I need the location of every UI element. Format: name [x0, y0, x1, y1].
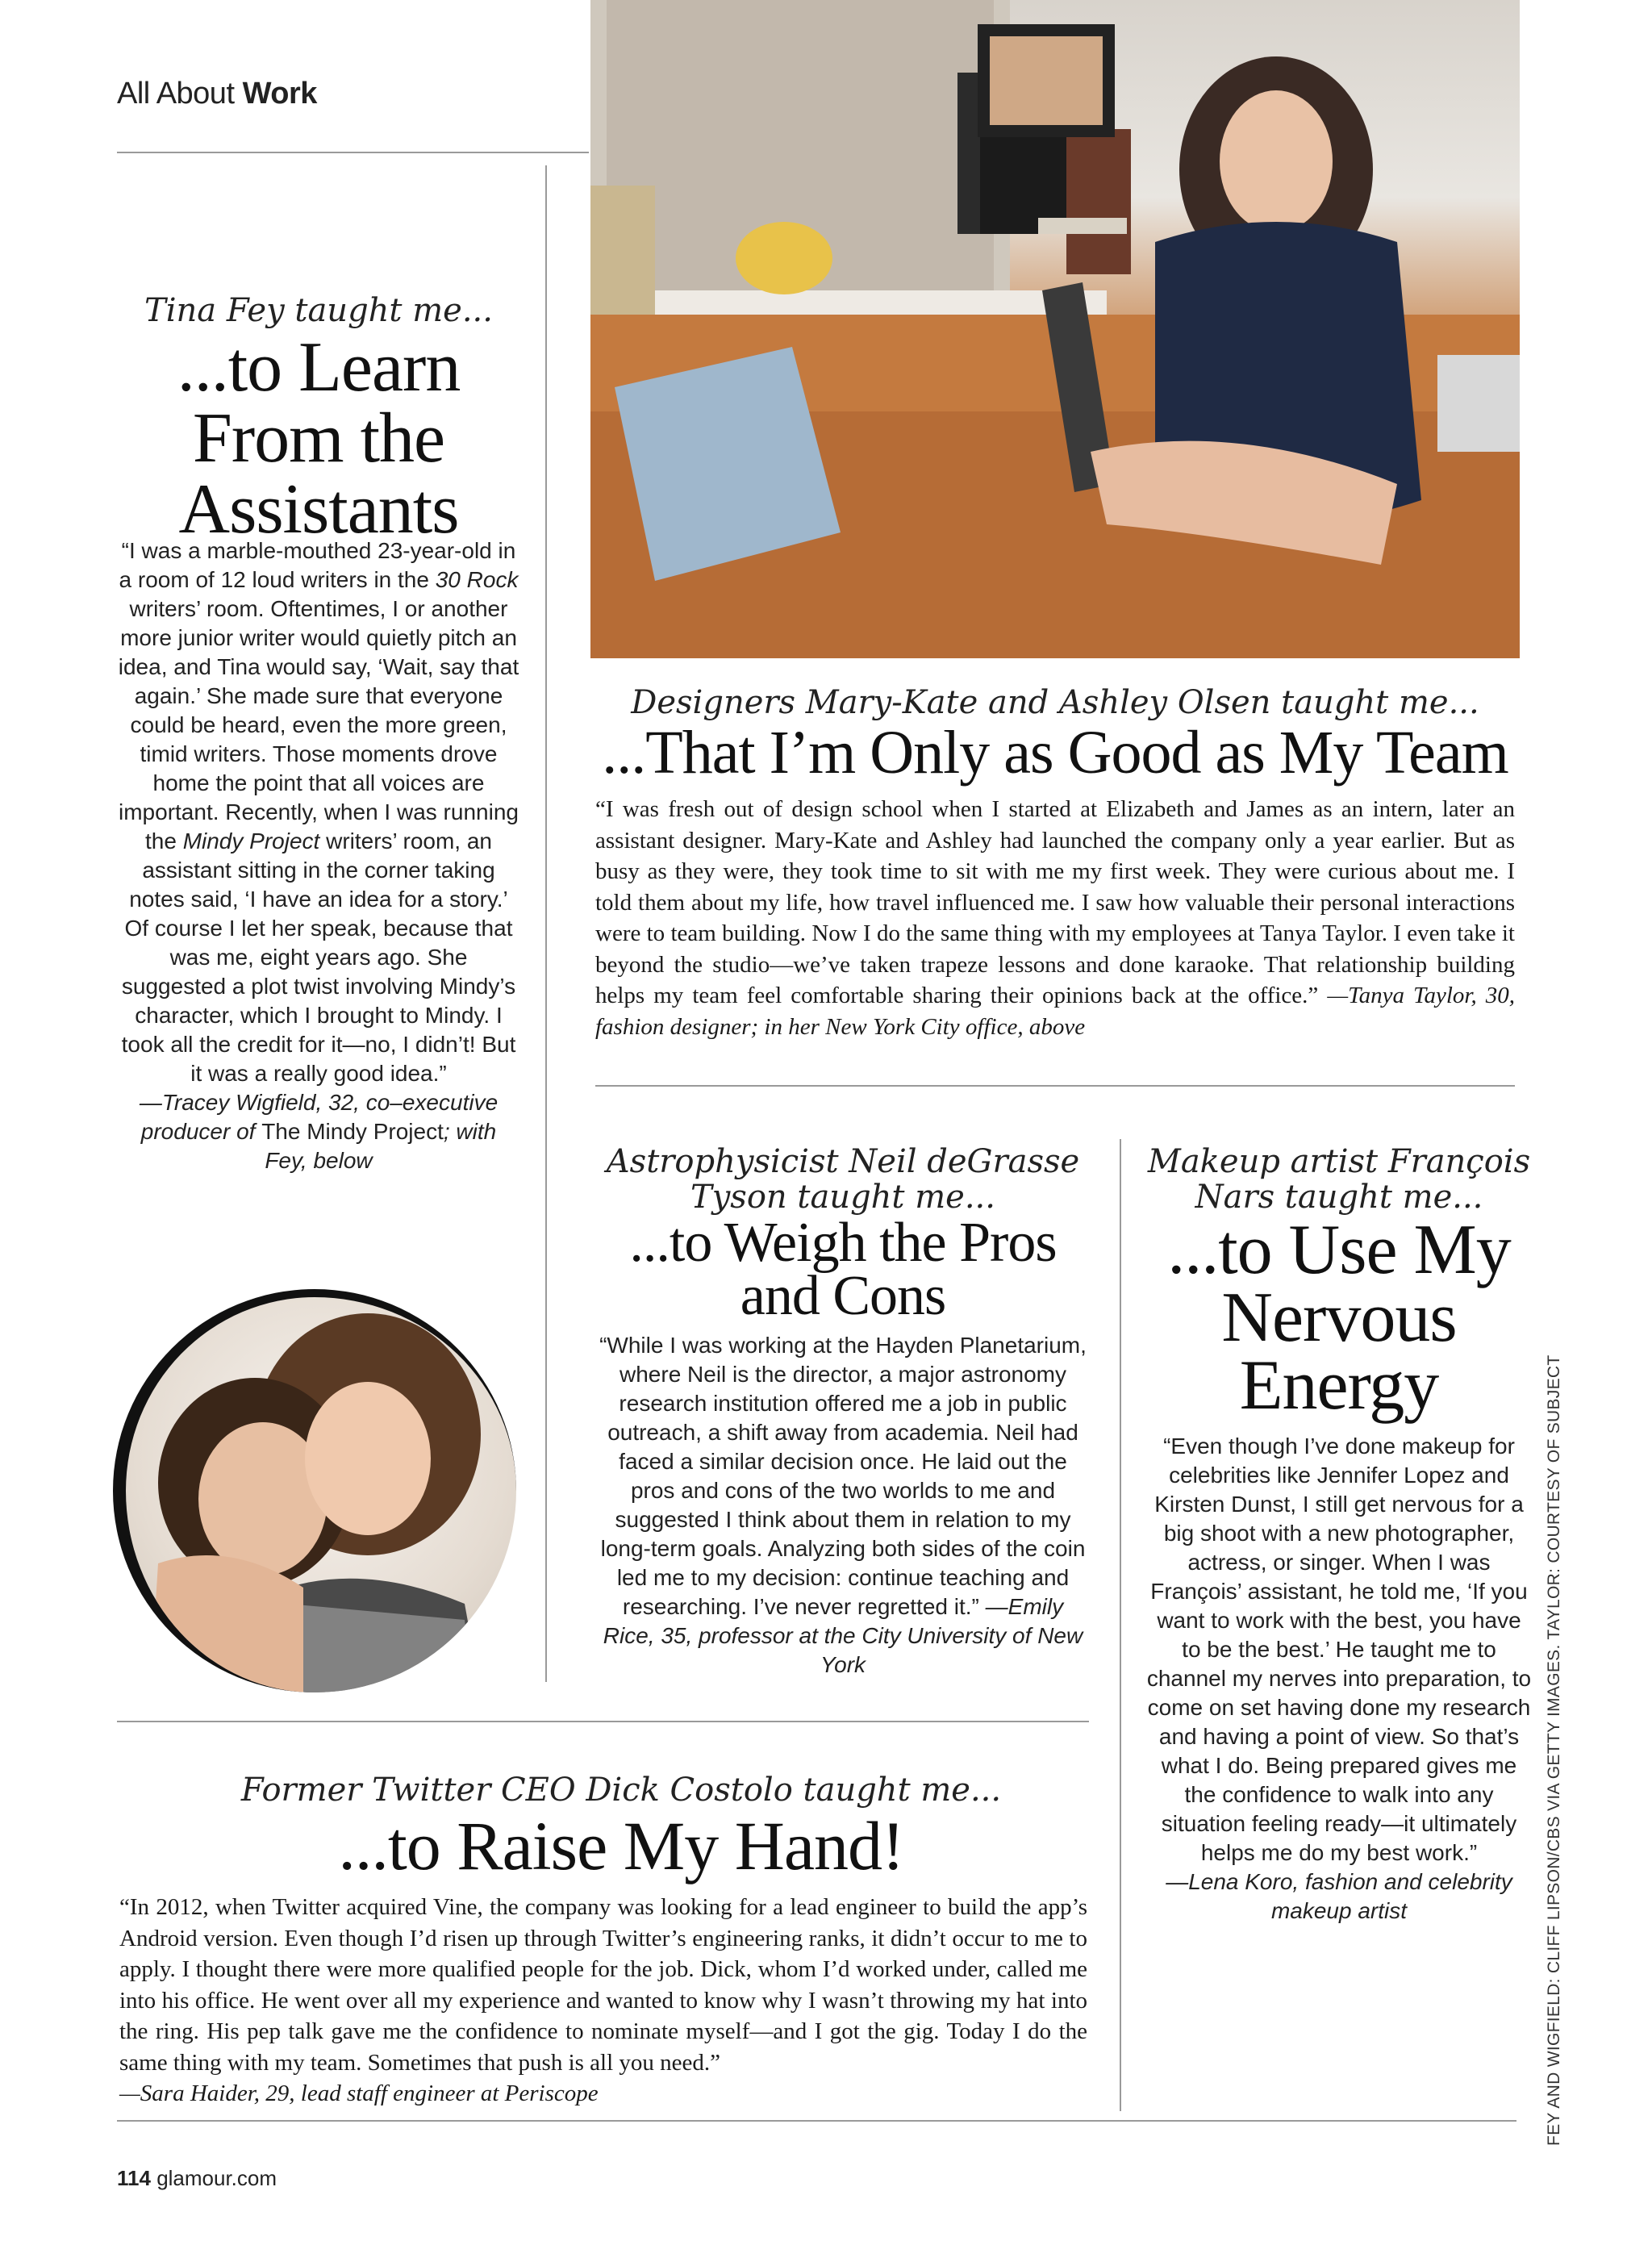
photo-credit-text: FEY AND WIGFIELD: CLIFF LIPSON/CBS VIA GETTY IMAGES. TAYLOR: COURTESY OF SUBJECT: [1545, 1354, 1563, 2146]
tyson-body: “While I was working at the Hayden Planetarium, where Neil is the director, a major astronomy research institution offered me a job in public outreach, a shift away from academia. Neil had faced a similar decision once. He laid out the pros and cons of the two worlds to me and suggested I think about them in relation to my long-term goals. Analyzing both sides of the coin led me to my decision: continue teaching and researching. I’ve never regretted it.” —Emily Rice, 35, professor at the City University of New York: [599, 1333, 1087, 1677]
olsen-headline: ...That I’m Only as Good as My Team: [602, 719, 1508, 787]
page-number: 114: [117, 2166, 151, 2190]
tyson-headline: ...to Weigh the Pros and Cons: [629, 1212, 1057, 1327]
tina-fey-kicker: Tina Fey taught me...: [144, 292, 493, 329]
nars-body: “Even though I’ve done makeup for celebrities like Jennifer Lopez and Kirsten Dunst, I still get nervous for a big shoot with a new photographer, actress, or singer. When I was François’ assistant, he told me, ‘If you want to work with the best, you have to be the best.’ He taught me to channel my nerves into preparation, to come on set having done my research and having a point of view. So that’s what I do. Being prepared gives me the confidence to walk into any situation feeling ready—it ultimately helps me do my best work.” —Lena Koro, fashion and celebrity makeup artist: [1146, 1434, 1532, 1923]
section-label: All About Work: [117, 77, 317, 111]
costolo-kicker: Former Twitter CEO Dick Costolo taught me...: [240, 1772, 1002, 1809]
olsen-attribution: —Tanya Taylor, 30, fashion designer; in her New York City office, above: [595, 983, 1516, 1040]
costolo-body: “In 2012, when Twitter acquired Vine, the company was looking for a lead engineer to build the app’s Android version. Even though I’d risen up through Twitter’s engineering ranks, it didn’t occur to me to apply. I thought there were more qualified people for the job. Dick, whom I’d worked under, called me into his office. He went over all my experience and wanted to know why I wasn’t throwing my hat into the ring. His pep talk gave me the confidence to nominate myself—and I got the gig. Today I do the same thing with my team. Sometimes that push is all you need.” —Sara Haider, 29, lead staff engineer at Periscope: [119, 1894, 1087, 2106]
footer-rule: [117, 2120, 1516, 2122]
footer-site: glamour.com: [156, 2166, 277, 2190]
right-column-divider: [1120, 1139, 1121, 2111]
left-column-divider: [545, 165, 547, 1682]
olsen-kicker: Designers Mary-Kate and Ashley Olsen taught me...: [631, 684, 1479, 721]
tina-fey-headline: ...to Learn From the Assistants: [177, 328, 461, 549]
costolo-top-rule: [117, 1721, 1089, 1722]
nars-headline: ...to Use My Nervous Energy: [1167, 1211, 1511, 1425]
fey-wigfield-photo: [113, 1289, 516, 1692]
costolo-headline: ...to Raise My Hand!: [338, 1807, 904, 1884]
tyson-kicker: Astrophysicist Neil deGrasse Tyson taught me...: [606, 1143, 1080, 1216]
tanya-taylor-office-photo: [590, 0, 1520, 658]
nars-kicker: Makeup artist François Nars taught me...: [1147, 1143, 1531, 1216]
olsen-bottom-rule: [595, 1085, 1515, 1087]
photo-credit: [1545, 1354, 1572, 2146]
page-footer: [117, 2166, 277, 2191]
tyson-attribution: —Emily Rice, 35, professor at the City University of New York: [603, 1594, 1083, 1677]
tina-fey-body: “I was a marble-mouthed 23-year-old in a room of 12 loud writers in the 30 Rock writers’ room. Oftentimes, I or another more junior writer would quietly pitch an idea, and Tina would say, ‘Wait, say that again.’ She made sure that everyone could be heard, even the more green, timid writers. Those moments drove home the point that all voices are important. Recently, when I was running the Mindy Project writers’ room, an assistant sitting in the corner taking notes said, ‘I have an idea for a story.’ Of course I let her speak, because that was me, eight years ago. She suggested a plot twist involving Mindy’s character, which I brought to Mindy. I took all the credit for it—no, I didn’t! But it was a really good idea.” —Tracey Wigfield, 32, co–executive producer of The Mindy Project; with Fey, below: [118, 538, 519, 1173]
costolo-attribution: —Sara Haider, 29, lead staff engineer at Periscope: [119, 2080, 599, 2106]
header-rule: [117, 152, 589, 153]
nars-attribution: —Lena Koro, fashion and celebrity makeup artist: [1166, 1869, 1512, 1923]
olsen-body: “I was fresh out of design school when I started at Elizabeth and James as an intern, later an assistant designer. Mary-Kate and Ashley had launched the company only a year earlier. But as busy as they were, they took time to sit with me my first week. They were curious about me. I told them about my life, how travel influenced me. I saw how valuable their personal interactions were to team building. Now I do the same thing with my employees at Tanya Taylor. I even take it beyond the studio—we’ve taken trapeze lessons and done karaoke. That relationship building helps my team feel comfortable sharing their opinions back at the office.” —Tanya Taylor, 30, fashion designer; in her New York City office, above: [595, 796, 1516, 1040]
